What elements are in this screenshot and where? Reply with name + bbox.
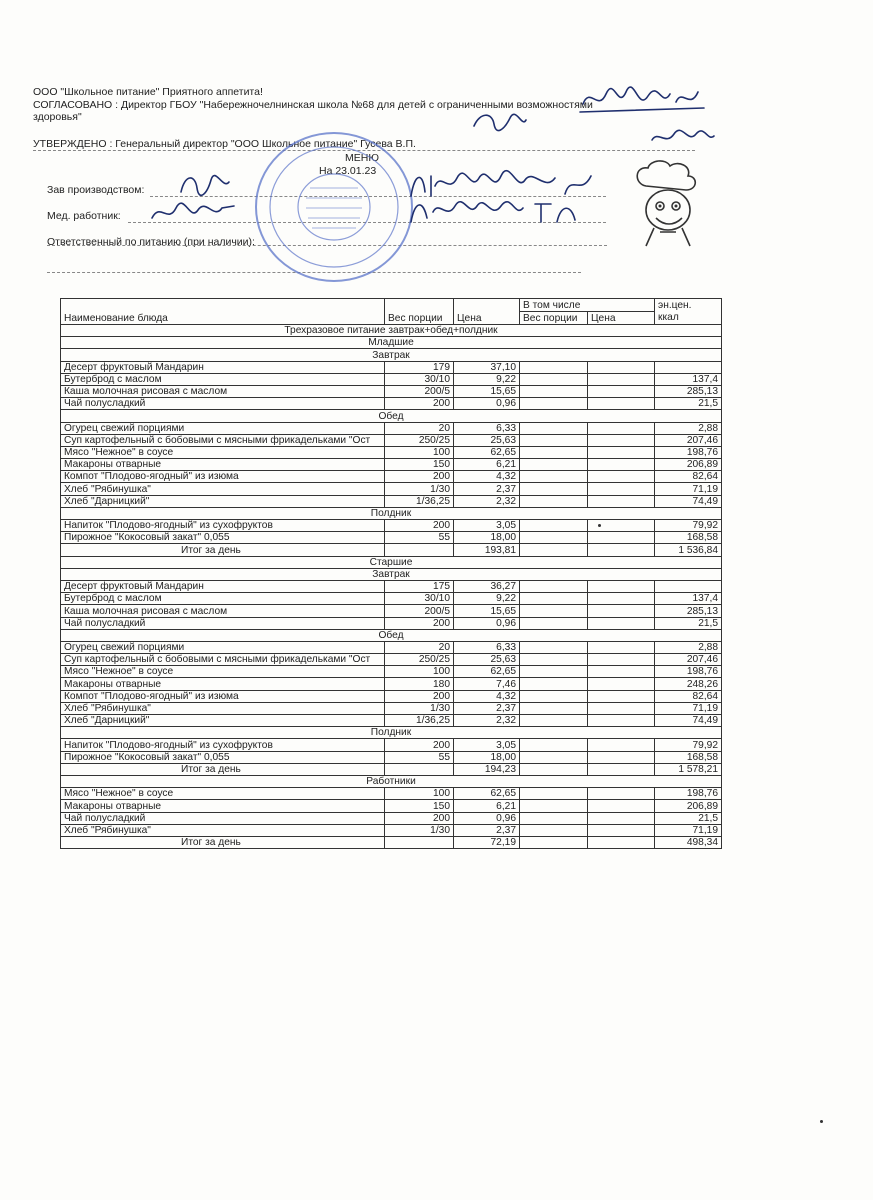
sub-weight — [520, 398, 588, 410]
price: 0,96 — [454, 812, 520, 824]
section-row — [61, 410, 722, 422]
sub-price — [588, 422, 655, 434]
price: 3,05 — [454, 520, 520, 532]
dish-row — [61, 385, 722, 397]
price: 7,46 — [454, 678, 520, 690]
dish-row — [61, 800, 722, 812]
sub-price — [588, 763, 655, 775]
section-title: Трехразовое питание завтрак+обед+полдник — [61, 325, 722, 337]
sub-price — [588, 544, 655, 556]
price: 6,33 — [454, 641, 520, 653]
sub-weight — [520, 690, 588, 702]
dish-row — [61, 739, 722, 751]
energy-kcal: 1 536,84 — [655, 544, 722, 556]
energy-kcal: 82,64 — [655, 471, 722, 483]
energy-kcal: 74,49 — [655, 715, 722, 727]
sub-weight — [520, 483, 588, 495]
col-weight-header: Вес порции — [385, 299, 454, 325]
sub-price — [588, 702, 655, 714]
signature-director — [578, 82, 708, 118]
price: 6,33 — [454, 422, 520, 434]
sub-weight — [520, 373, 588, 385]
sub-weight — [520, 751, 588, 763]
dish-name: Мясо "Нежное" в соусе — [61, 446, 385, 458]
sub-price — [588, 751, 655, 763]
menu-table — [60, 298, 722, 849]
approved-line: УТВЕРЖДЕНО : Генеральный директор "ООО Школьное питание" Гусева В.П. — [33, 138, 416, 150]
dish-row — [61, 361, 722, 373]
dish-row — [61, 532, 722, 544]
energy-kcal: 79,92 — [655, 520, 722, 532]
section-title: Завтрак — [61, 349, 722, 361]
portion-weight: 180 — [385, 678, 454, 690]
sub-weight — [520, 520, 588, 532]
portion-weight: 100 — [385, 446, 454, 458]
chef-mascot-icon — [626, 160, 710, 248]
portion-weight: 200 — [385, 739, 454, 751]
energy-kcal: 21,5 — [655, 617, 722, 629]
dish-name: Каша молочная рисовая с маслом — [61, 605, 385, 617]
sub-weight — [520, 471, 588, 483]
dish-name: Компот "Плодово-ягодный" из изюма — [61, 690, 385, 702]
total-label: Итог за день — [61, 836, 385, 848]
price: 3,05 — [454, 739, 520, 751]
price: 62,65 — [454, 666, 520, 678]
energy-kcal: 206,89 — [655, 459, 722, 471]
portion-weight: 200 — [385, 398, 454, 410]
portion-weight — [385, 836, 454, 848]
section-row — [61, 507, 722, 519]
portion-weight: 200 — [385, 617, 454, 629]
sub-price — [588, 690, 655, 702]
portion-weight: 250/25 — [385, 654, 454, 666]
col-energy-header-line1: эн.цен. — [658, 300, 692, 311]
portion-weight: 30/10 — [385, 373, 454, 385]
price: 6,21 — [454, 459, 520, 471]
dish-name: Суп картофельный с бобовыми с мясными фрикадельками "Ост — [61, 434, 385, 446]
dish-name: Десерт фруктовый Мандарин — [61, 361, 385, 373]
price: 62,65 — [454, 788, 520, 800]
sub-price — [588, 495, 655, 507]
sub-price — [588, 459, 655, 471]
section-row — [61, 349, 722, 361]
sub-price — [588, 605, 655, 617]
portion-weight: 200/5 — [385, 385, 454, 397]
energy-kcal: 79,92 — [655, 739, 722, 751]
company-name: ООО "Школьное питание" Приятного аппетита! — [33, 86, 263, 98]
dish-row — [61, 446, 722, 458]
portion-weight: 20 — [385, 641, 454, 653]
price: 2,37 — [454, 824, 520, 836]
energy-kcal: 168,58 — [655, 532, 722, 544]
dish-row — [61, 459, 722, 471]
dish-name: Пирожное "Кокосовый закат" 0,055 — [61, 532, 385, 544]
sub-price — [588, 824, 655, 836]
portion-weight: 200 — [385, 520, 454, 532]
sub-weight — [520, 605, 588, 617]
dish-row — [61, 788, 722, 800]
energy-kcal: 2,88 — [655, 422, 722, 434]
sub-weight — [520, 580, 588, 592]
sub-price — [588, 593, 655, 605]
price: 37,10 — [454, 361, 520, 373]
energy-kcal: 285,13 — [655, 605, 722, 617]
sub-weight — [520, 800, 588, 812]
sub-weight — [520, 434, 588, 446]
dish-row — [61, 690, 722, 702]
sub-weight — [520, 763, 588, 775]
energy-kcal: 198,76 — [655, 788, 722, 800]
section-row — [61, 325, 722, 337]
dish-name: Огурец свежий порциями — [61, 422, 385, 434]
dish-name: Пирожное "Кокосовый закат" 0,055 — [61, 751, 385, 763]
energy-kcal: 21,5 — [655, 398, 722, 410]
dish-row — [61, 824, 722, 836]
dish-name: Макароны отварные — [61, 459, 385, 471]
portion-weight: 250/25 — [385, 434, 454, 446]
total-label: Итог за день — [61, 544, 385, 556]
sub-weight — [520, 715, 588, 727]
sub-weight — [520, 544, 588, 556]
energy-kcal: 248,26 — [655, 678, 722, 690]
signature-production-short — [175, 170, 235, 200]
energy-kcal: 71,19 — [655, 702, 722, 714]
price: 0,96 — [454, 617, 520, 629]
portion-weight: 179 — [385, 361, 454, 373]
col-name-header: Наименование блюда — [61, 299, 385, 325]
portion-weight: 55 — [385, 751, 454, 763]
price: 193,81 — [454, 544, 520, 556]
portion-weight: 200/5 — [385, 605, 454, 617]
dish-row — [61, 422, 722, 434]
total-row — [61, 544, 722, 556]
portion-weight: 100 — [385, 666, 454, 678]
dish-row — [61, 812, 722, 824]
sub-price — [588, 788, 655, 800]
sub-price — [588, 812, 655, 824]
production-label: Зав производством: — [47, 184, 145, 196]
energy-kcal — [655, 580, 722, 592]
dish-row — [61, 605, 722, 617]
dish-row — [61, 715, 722, 727]
energy-kcal: 285,13 — [655, 385, 722, 397]
signature-agreed-initials — [470, 108, 530, 134]
dish-row — [61, 702, 722, 714]
energy-kcal: 207,46 — [655, 654, 722, 666]
price: 18,00 — [454, 532, 520, 544]
section-title: Завтрак — [61, 568, 722, 580]
sub-price — [588, 739, 655, 751]
price: 62,65 — [454, 446, 520, 458]
energy-kcal: 1 578,21 — [655, 763, 722, 775]
sub-weight — [520, 495, 588, 507]
dish-name: Хлеб "Дарницкий" — [61, 495, 385, 507]
energy-kcal: 206,89 — [655, 800, 722, 812]
sub-weight — [520, 446, 588, 458]
signature-medical-short — [148, 198, 238, 228]
sub-weight — [520, 836, 588, 848]
dish-row — [61, 398, 722, 410]
dish-row — [61, 471, 722, 483]
table-header-row-1 — [61, 299, 722, 312]
sub-price — [588, 715, 655, 727]
dish-name: Напиток "Плодово-ягодный" из сухофруктов — [61, 520, 385, 532]
agreed-line-cont: здоровья" — [33, 111, 82, 123]
dish-row — [61, 641, 722, 653]
sub-price — [588, 532, 655, 544]
portion-weight: 30/10 — [385, 593, 454, 605]
price: 0,96 — [454, 398, 520, 410]
energy-kcal: 71,19 — [655, 824, 722, 836]
sub-price — [588, 434, 655, 446]
dish-name: Хлеб "Рябинушка" — [61, 702, 385, 714]
energy-kcal: 82,64 — [655, 690, 722, 702]
price: 36,27 — [454, 580, 520, 592]
sub-weight — [520, 385, 588, 397]
sub-price — [588, 446, 655, 458]
sub-price — [588, 641, 655, 653]
dish-name: Напиток "Плодово-ягодный" из сухофруктов — [61, 739, 385, 751]
price: 9,22 — [454, 593, 520, 605]
col-sub-weight-header: Вес порции — [520, 312, 588, 325]
price: 72,19 — [454, 836, 520, 848]
sub-price — [588, 678, 655, 690]
dish-name: Мясо "Нежное" в соусе — [61, 666, 385, 678]
section-row — [61, 568, 722, 580]
portion-weight: 150 — [385, 800, 454, 812]
dish-name: Бутерброд с маслом — [61, 593, 385, 605]
price: 15,65 — [454, 605, 520, 617]
dish-row — [61, 617, 722, 629]
sub-weight — [520, 788, 588, 800]
dish-row — [61, 678, 722, 690]
section-title: Работники — [61, 775, 722, 787]
sub-price — [588, 471, 655, 483]
sub-price — [588, 666, 655, 678]
sub-weight — [520, 532, 588, 544]
section-title: Старшие — [61, 556, 722, 568]
sub-weight — [520, 824, 588, 836]
sub-price — [588, 373, 655, 385]
sub-weight — [520, 702, 588, 714]
col-price-header: Цена — [454, 299, 520, 325]
sub-price — [588, 580, 655, 592]
dish-row — [61, 654, 722, 666]
sub-price — [588, 617, 655, 629]
energy-kcal — [655, 361, 722, 373]
portion-weight: 200 — [385, 471, 454, 483]
energy-kcal: 207,46 — [655, 434, 722, 446]
dish-row — [61, 520, 722, 532]
dish-name: Хлеб "Рябинушка" — [61, 824, 385, 836]
price: 2,32 — [454, 715, 520, 727]
price: 15,65 — [454, 385, 520, 397]
scan-speck — [598, 524, 601, 527]
sub-weight — [520, 361, 588, 373]
portion-weight — [385, 544, 454, 556]
sub-weight — [520, 666, 588, 678]
dish-name: Макароны отварные — [61, 678, 385, 690]
col-sub-price-header: Цена — [588, 312, 655, 325]
portion-weight: 175 — [385, 580, 454, 592]
dish-row — [61, 483, 722, 495]
portion-weight: 1/30 — [385, 483, 454, 495]
price: 2,37 — [454, 702, 520, 714]
dish-row — [61, 434, 722, 446]
price: 2,37 — [454, 483, 520, 495]
portion-weight: 1/36,25 — [385, 495, 454, 507]
energy-kcal: 2,88 — [655, 641, 722, 653]
sub-weight — [520, 617, 588, 629]
sub-weight — [520, 654, 588, 666]
price: 4,32 — [454, 471, 520, 483]
sub-weight — [520, 641, 588, 653]
total-row — [61, 836, 722, 848]
energy-kcal: 71,19 — [655, 483, 722, 495]
portion-weight: 200 — [385, 812, 454, 824]
sub-price — [588, 385, 655, 397]
section-title: Полдник — [61, 727, 722, 739]
price: 6,21 — [454, 800, 520, 812]
sub-weight — [520, 593, 588, 605]
dish-name: Десерт фруктовый Мандарин — [61, 580, 385, 592]
energy-kcal: 137,4 — [655, 373, 722, 385]
sub-price — [588, 483, 655, 495]
section-row — [61, 775, 722, 787]
section-row — [61, 556, 722, 568]
dish-name: Бутерброд с маслом — [61, 373, 385, 385]
dish-name: Мясо "Нежное" в соусе — [61, 788, 385, 800]
section-title: Младшие — [61, 337, 722, 349]
signature-medical-name — [405, 194, 580, 228]
energy-kcal: 168,58 — [655, 751, 722, 763]
section-title: Обед — [61, 629, 722, 641]
sub-price — [588, 654, 655, 666]
portion-weight: 20 — [385, 422, 454, 434]
col-energy-header-line2: ккал — [658, 312, 679, 323]
dish-name: Хлеб "Дарницкий" — [61, 715, 385, 727]
dish-row — [61, 580, 722, 592]
price: 194,23 — [454, 763, 520, 775]
col-energy-header — [655, 299, 722, 325]
portion-weight: 200 — [385, 690, 454, 702]
signature-general-director — [648, 126, 718, 148]
sub-price — [588, 800, 655, 812]
portion-weight — [385, 763, 454, 775]
price: 4,32 — [454, 690, 520, 702]
dish-name: Хлеб "Рябинушка" — [61, 483, 385, 495]
dish-name: Макароны отварные — [61, 800, 385, 812]
energy-kcal: 21,5 — [655, 812, 722, 824]
section-title: Обед — [61, 410, 722, 422]
dish-name: Огурец свежий порциями — [61, 641, 385, 653]
sub-price — [588, 398, 655, 410]
section-row — [61, 629, 722, 641]
dish-name: Суп картофельный с бобовыми с мясными фрикадельками "Ост — [61, 654, 385, 666]
energy-kcal: 198,76 — [655, 666, 722, 678]
portion-weight: 150 — [385, 459, 454, 471]
dish-name: Чай полусладкий — [61, 398, 385, 410]
dish-name: Чай полусладкий — [61, 617, 385, 629]
menu-date: На 23.01.23 — [319, 165, 377, 177]
dish-name: Чай полусладкий — [61, 812, 385, 824]
energy-kcal: 137,4 — [655, 593, 722, 605]
dish-row — [61, 666, 722, 678]
sub-price — [588, 361, 655, 373]
medical-label: Мед. работник: — [47, 210, 121, 222]
dish-name: Компот "Плодово-ягодный" из изюма — [61, 471, 385, 483]
scan-speck — [820, 1120, 823, 1123]
portion-weight: 1/30 — [385, 702, 454, 714]
energy-kcal: 198,76 — [655, 446, 722, 458]
price: 25,63 — [454, 654, 520, 666]
dish-row — [61, 593, 722, 605]
total-row — [61, 763, 722, 775]
energy-kcal: 74,49 — [655, 495, 722, 507]
sub-weight — [520, 422, 588, 434]
dish-name: Каша молочная рисовая с маслом — [61, 385, 385, 397]
dish-row — [61, 751, 722, 763]
sub-price — [588, 836, 655, 848]
seal-stamp — [252, 128, 417, 286]
sub-weight — [520, 739, 588, 751]
portion-weight: 1/36,25 — [385, 715, 454, 727]
portion-weight: 55 — [385, 532, 454, 544]
energy-kcal: 498,34 — [655, 836, 722, 848]
menu-title: МЕНЮ — [345, 152, 379, 164]
sub-weight — [520, 459, 588, 471]
sub-weight — [520, 812, 588, 824]
total-label: Итог за день — [61, 763, 385, 775]
price: 18,00 — [454, 751, 520, 763]
agreed-line: СОГЛАСОВАНО : Директор ГБОУ "Набережночелнинская школа №68 для детей с ограниченными возможностями — [33, 99, 593, 111]
section-row — [61, 727, 722, 739]
sub-weight — [520, 678, 588, 690]
section-row — [61, 337, 722, 349]
responsible-label: Ответственный по питанию (при наличии): — [47, 236, 255, 248]
portion-weight: 1/30 — [385, 824, 454, 836]
col-including-header: В том числе — [520, 299, 655, 312]
dish-row — [61, 495, 722, 507]
price: 9,22 — [454, 373, 520, 385]
section-title: Полдник — [61, 507, 722, 519]
dish-row — [61, 373, 722, 385]
price: 25,63 — [454, 434, 520, 446]
portion-weight: 100 — [385, 788, 454, 800]
price: 2,32 — [454, 495, 520, 507]
